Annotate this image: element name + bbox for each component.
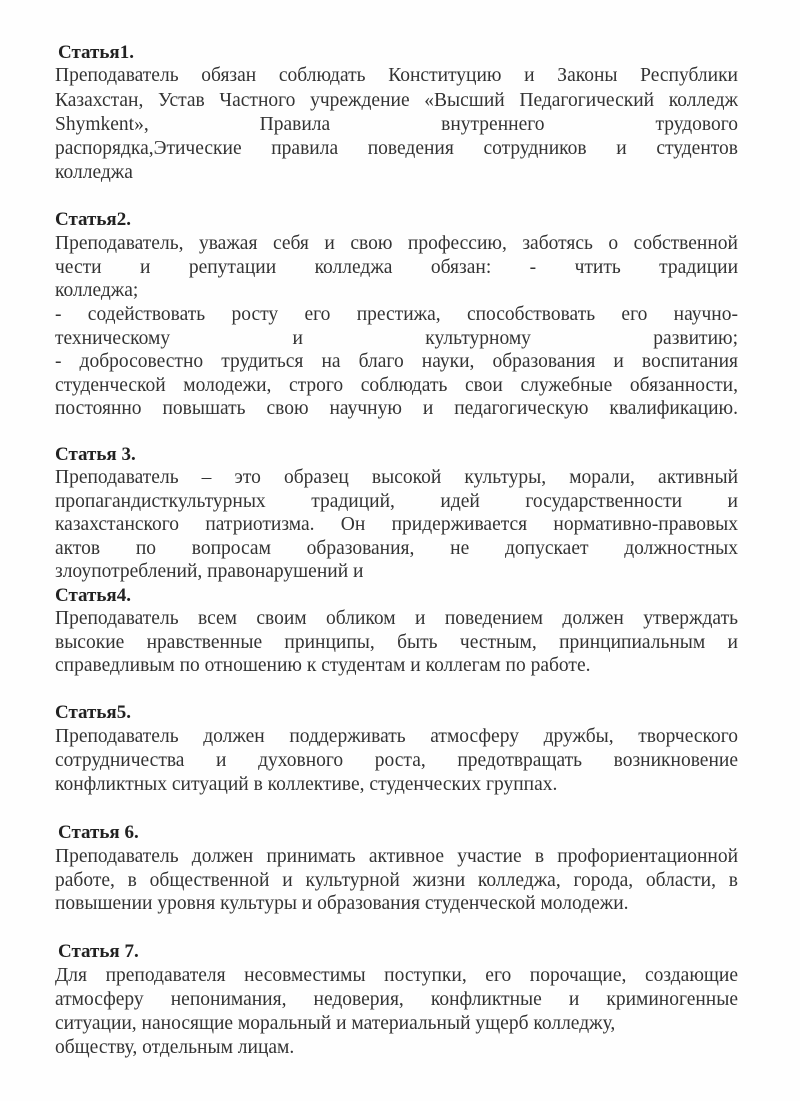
article-1-line: Shymkent», Правила внутреннего трудового (55, 114, 738, 135)
article-3-line: пропагандисткультурных традиций, идей государственности и (55, 491, 738, 512)
article-7-heading: Статья 7. (58, 941, 139, 962)
article-3-line: актов по вопросам образования, не допускает должностных (55, 538, 738, 559)
article-4-line: справедливым по отношению к студентам и коллегам по работе. (55, 655, 591, 676)
article-6-line: Преподаватель должен принимать активное участие в профориентационной (55, 846, 738, 867)
article-5-line: конфликтных ситуаций в коллективе, студенческих группах. (55, 774, 558, 795)
article-7-line: обществу, отдельным лицам. (55, 1037, 295, 1058)
article-2-line: - содействовать росту его престижа, способствовать его научно- (55, 304, 738, 325)
article-2-line: техническому и культурному развитию; (55, 328, 738, 349)
article-1-heading: Статья1. (58, 42, 134, 63)
article-2-line: - добросовестно трудиться на благо науки, образования и воспитания (55, 351, 738, 372)
article-5-line: сотрудничества и духовного роста, предотвращать возникновение (55, 750, 738, 771)
article-6-heading: Статья 6. (58, 822, 139, 843)
article-2-line: Преподаватель, уважая себя и свою профессию, заботясь о собственной (55, 233, 738, 254)
article-1-line: Казахстан, Устав Частного учреждение «Высший Педагогический колледж (55, 90, 738, 111)
article-3-line: злоупотреблений, правонарушений и (55, 561, 364, 582)
article-6-line: повышении уровня культуры и образования студенческой молодежи. (55, 893, 629, 914)
article-7-line: ситуации, наносящие моральный и материальный ущерб колледжу, (55, 1013, 616, 1034)
article-1-line: Преподаватель обязан соблюдать Конституцию и Законы Республики (55, 65, 738, 86)
article-1-line: распорядка,Этические правила поведения сотрудников и студентов (55, 138, 738, 159)
article-7-line: атмосферу непонимания, недоверия, конфликтные и криминогенные (55, 989, 738, 1010)
article-5-heading: Статья5. (55, 702, 131, 723)
article-2-line: чести и репутации колледжа обязан: - чтить традиции (55, 257, 738, 278)
article-2-line: студенческой молодежи, строго соблюдать свои служебные обязанности, (55, 375, 738, 396)
article-4-line: Преподаватель всем своим обликом и поведением должен утверждать (55, 608, 738, 629)
article-3-heading: Статья 3. (55, 444, 136, 465)
article-5-line: Преподаватель должен поддерживать атмосферу дружбы, творческого (55, 726, 738, 747)
article-1-line: колледжа (55, 162, 133, 183)
article-4-heading: Статья4. (55, 585, 131, 606)
article-3-line: Преподаватель – это образец высокой культуры, морали, активный (55, 467, 738, 488)
article-6-line: работе, в общественной и культурной жизни колледжа, города, области, в (55, 870, 738, 891)
article-4-line: высокие нравственные принципы, быть честным, принципиальным и (55, 632, 738, 653)
article-7-line: Для преподавателя несовместимы поступки, его порочащие, создающие (55, 965, 738, 986)
article-2-line: постоянно повышать свою научную и педагогическую квалификацию. (55, 398, 738, 419)
article-2-line: колледжа; (55, 280, 139, 301)
article-2-heading: Статья2. (55, 209, 131, 230)
article-3-line: казахстанского патриотизма. Он придерживается нормативно-правовых (55, 514, 738, 535)
